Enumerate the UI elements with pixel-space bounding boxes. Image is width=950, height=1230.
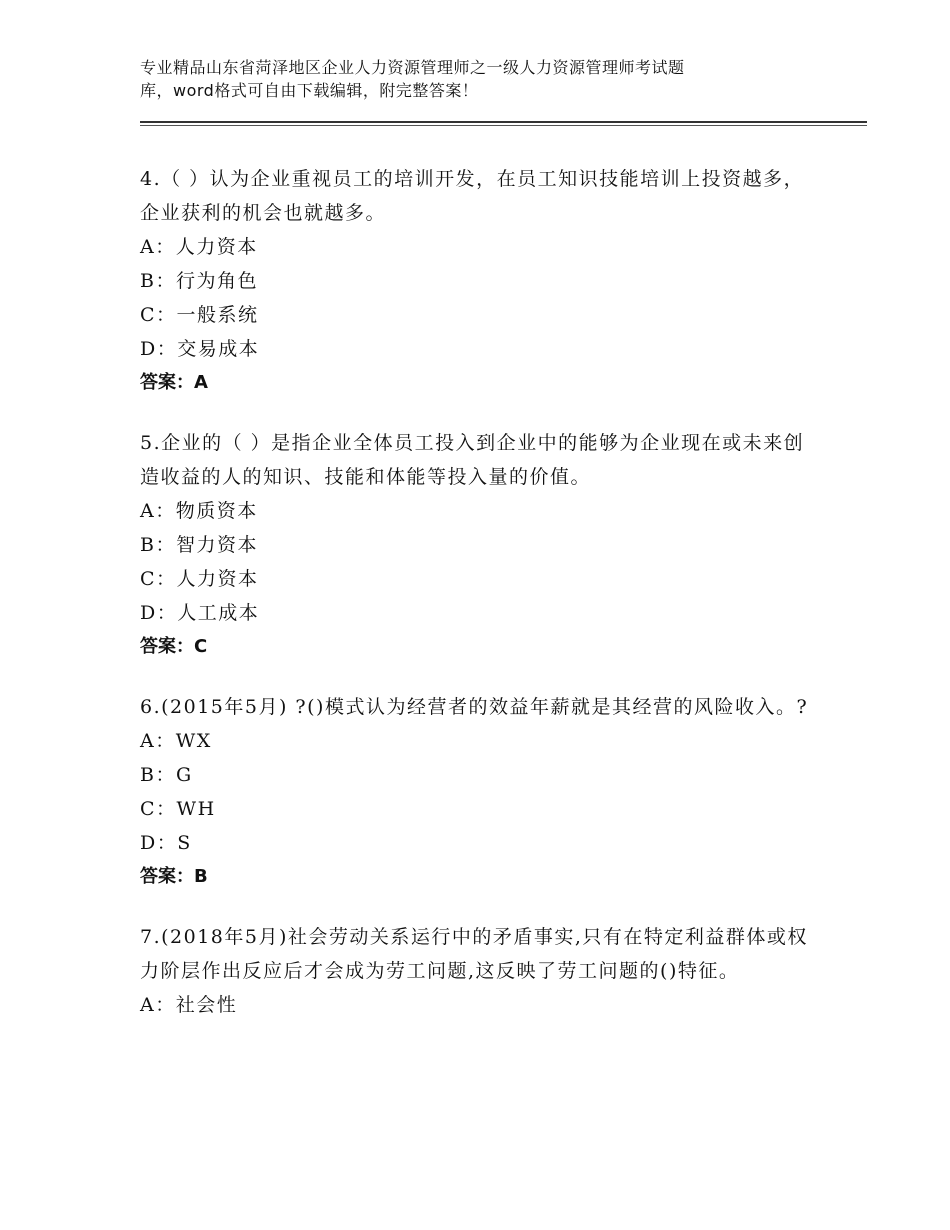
option-a: A：人力资本 [140, 236, 258, 258]
header-title-line-1: 专业精品山东省菏泽地区企业人力资源管理师之一级人力资源管理师考试题 [140, 58, 685, 77]
option-c: C：人力资本 [140, 568, 259, 590]
option-b: B：行为角色 [140, 270, 258, 292]
document-header [140, 56, 840, 102]
option-d: D：交易成本 [140, 338, 260, 360]
option-d: D：S [140, 832, 192, 854]
option-c: C：一般系统 [140, 304, 259, 326]
question-text: 7.(2018年5月)社会劳动关系运行中的矛盾事实,只有在特定利益群体或权力阶层作出反应后才会成为劳工问题,这反映了劳工问题的()特征。 [140, 926, 808, 982]
question-7 [140, 920, 820, 1022]
question-5 [140, 426, 820, 664]
question-text: 5.企业的（ ）是指企业全体员工投入到企业中的能够为企业现在或未来创造收益的人的知识、技能和体能等投入量的价值。 [140, 432, 805, 488]
question-list [140, 162, 820, 1048]
option-a: A：物质资本 [140, 500, 258, 522]
option-a: A：WX [140, 730, 212, 752]
question-text: 6.(2015年5月) ?()模式认为经营者的效益年薪就是其经营的风险收入。? [140, 696, 809, 718]
option-d: D：人工成本 [140, 602, 260, 624]
option-b: B：智力资本 [140, 534, 258, 556]
question-text: 4.（ ）认为企业重视员工的培训开发，在员工知识技能培训上投资越多，企业获利的机会也就越多。 [140, 168, 805, 224]
answer-label: 答案：A [140, 372, 208, 393]
option-a: A：社会性 [140, 994, 238, 1016]
option-b: B：G [140, 764, 193, 786]
header-title-line-2: 库，word格式可自由下载编辑，附完整答案！ [140, 81, 479, 100]
answer-label: 答案：B [140, 866, 208, 887]
answer-label: 答案：C [140, 636, 208, 657]
header-divider-thin [140, 125, 867, 126]
question-4 [140, 162, 820, 400]
header-divider-thick [140, 121, 867, 123]
option-c: C：WH [140, 798, 216, 820]
question-6 [140, 690, 820, 894]
